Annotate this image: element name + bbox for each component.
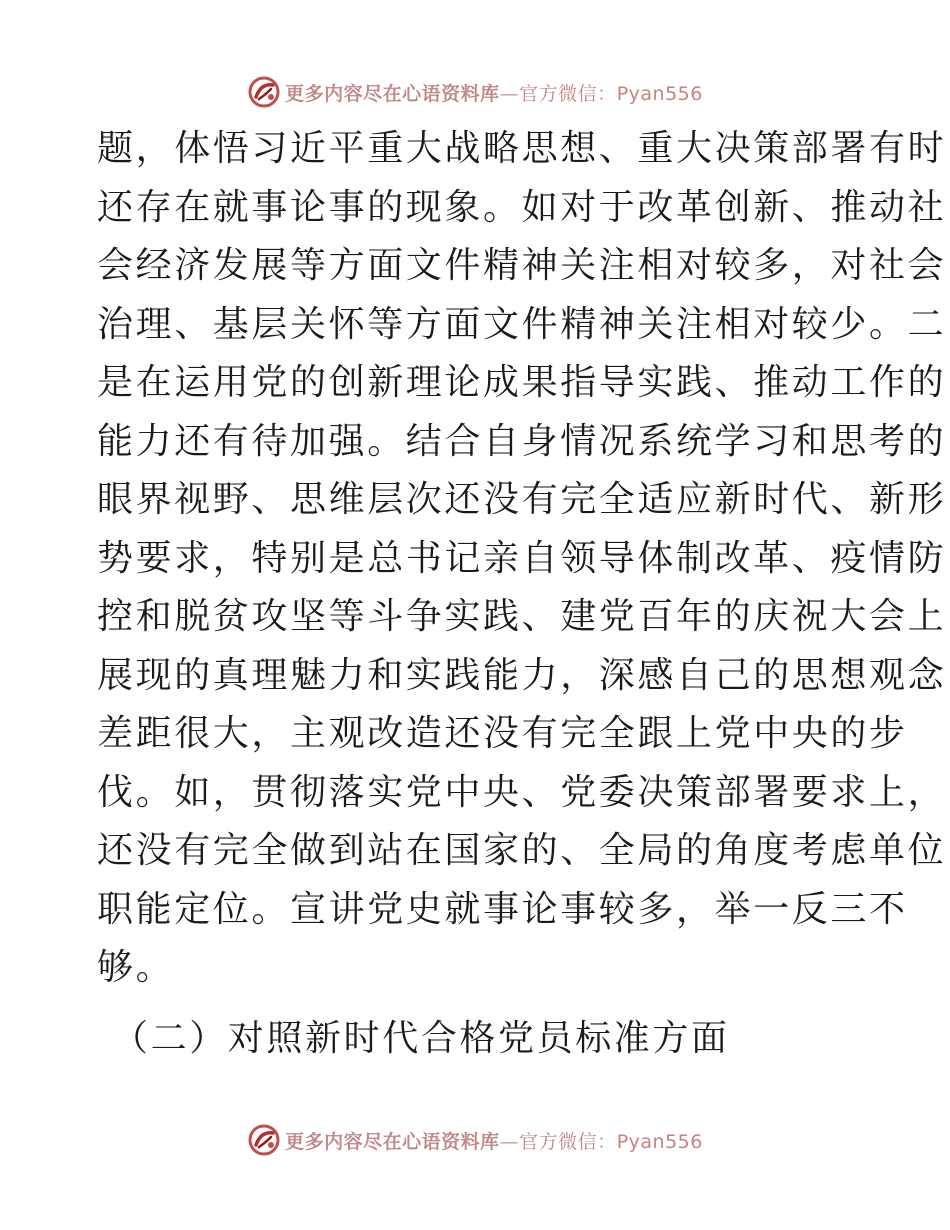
red-swirl-logo-icon <box>247 1123 281 1157</box>
watermark-dash: — <box>499 1130 520 1153</box>
watermark-main-text: 更多内容尽在心语资料库 <box>285 82 500 105</box>
watermark-main-text: 更多内容尽在心语资料库 <box>285 1130 500 1153</box>
body-line: 还存在就事论事的现象。如对于改革创新、推动社 <box>97 186 947 228</box>
body-line: 眼界视野、思维层次还没有完全适应新时代、新形 <box>97 479 947 520</box>
body-line: 还没有完全做到站在国家的、全局的角度考虑单位 <box>97 830 947 871</box>
body-line: 题，体悟习近平重大战略思想、重大决策部署有时 <box>97 128 947 169</box>
red-swirl-logo-icon <box>247 75 281 109</box>
watermark-wechat-id: Pyan556 <box>616 1130 703 1153</box>
watermark-text <box>285 1127 703 1154</box>
body-line: 势要求，特别是总书记亲自领导体制改革、疫情防 <box>97 537 947 579</box>
watermark-dash: — <box>499 82 520 105</box>
watermark-banner-bottom <box>0 1120 950 1160</box>
body-line: 够。 <box>97 947 175 988</box>
body-paragraph <box>97 120 947 998</box>
watermark-sub-text: 官方微信： <box>519 82 617 105</box>
body-line: 差距很大，主观改造还没有完全跟上党中央的步 <box>97 713 908 754</box>
watermark-sub-text: 官方微信： <box>519 1130 617 1153</box>
watermark-text <box>285 79 703 106</box>
body-line: 展现的真理魅力和实践能力，深感自己的思想观念 <box>97 654 947 696</box>
body-line: 会经济发展等方面文件精神关注相对较多，对社会 <box>97 245 947 286</box>
body-line: 治理、基层关怀等方面文件精神关注相对较少。二 <box>97 303 947 345</box>
body-line: 伐。如，贯彻落实党中央、党委决策部署要求上， <box>97 771 947 813</box>
section-heading: （二）对照新时代合格党员标准方面 <box>112 1018 730 1059</box>
body-line: 控和脱贫攻坚等斗争实践、建党百年的庆祝大会上 <box>97 596 947 637</box>
body-line: 是在运用党的创新理论成果指导实践、推动工作的 <box>97 362 947 403</box>
body-line: 能力还有待加强。结合自身情况系统学习和思考的 <box>97 420 947 462</box>
body-line: 职能定位。宣讲党史就事论事较多，举一反三不 <box>97 888 908 930</box>
watermark-wechat-id: Pyan556 <box>616 82 703 105</box>
watermark-banner-top <box>0 72 950 112</box>
